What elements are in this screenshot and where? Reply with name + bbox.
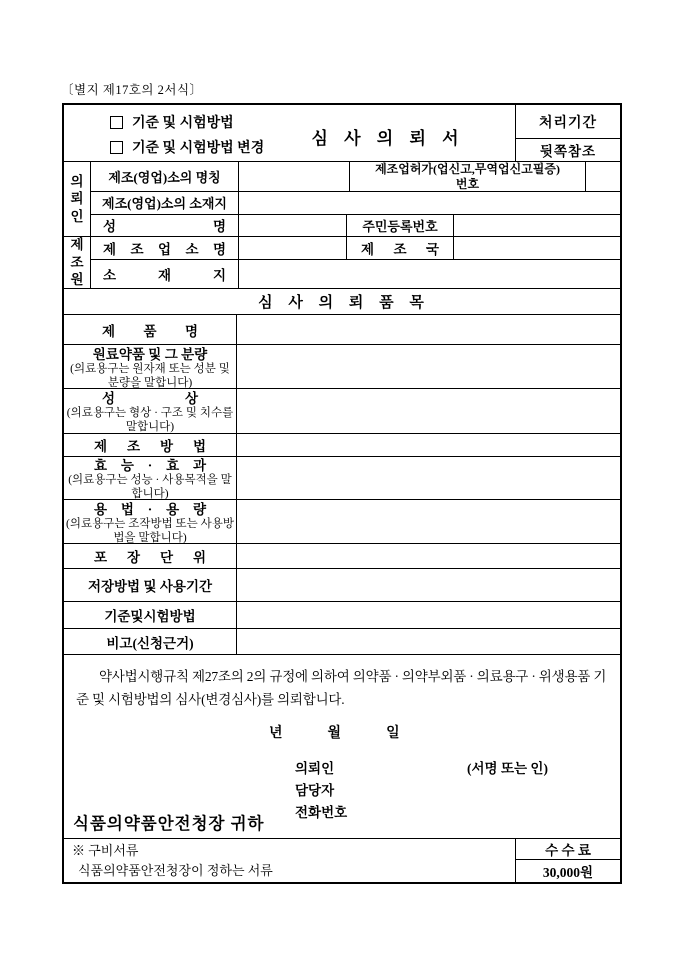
fee-label: 수 수 료 [516, 839, 620, 860]
manufacture-country-field [454, 237, 620, 259]
storage-method-row [64, 569, 620, 602]
checkbox-label: 기준 및 시험방법 [132, 116, 234, 131]
dosage-row [64, 500, 620, 544]
permit-number-field [586, 162, 620, 191]
remarks-field [237, 629, 620, 654]
resident-number-label: 주민등록번호 [362, 218, 438, 234]
declaration-text: 약사법시행규칙 제27조의 2의 규정에 의하여 의약품 · 의약부외품 · 의료용구 · 위생용품 기준 및 시험방법의 심사(변경심사)를 의뢰합니다. [76, 669, 607, 707]
contact-person-label: 담당자 [295, 783, 335, 798]
checkbox-icon[interactable] [110, 141, 123, 154]
ingredients-row [64, 345, 620, 389]
appearance-row [64, 389, 620, 434]
checkbox-icon[interactable] [110, 116, 123, 129]
applicant-name-row [91, 162, 620, 192]
footer-row [64, 839, 620, 882]
year-label: 년 [269, 726, 283, 741]
applicant-section-header [64, 162, 91, 236]
manufacturing-method-field [237, 434, 620, 456]
remarks-label: 비고(신청근거) [106, 635, 194, 651]
required-documents-cell [64, 839, 516, 882]
required-documents-text: 식품의약품안전청장이 정하는 서류 [78, 863, 273, 878]
efficacy-row [64, 457, 620, 500]
manufacturing-method-label: 제 조 방 법 [94, 439, 206, 454]
establishment-name-field [239, 162, 350, 191]
appearance-note: (의료용구는 형상 · 구조 및 치수를 말합니다) [66, 407, 234, 433]
appearance-label: 성 상 [102, 391, 198, 407]
appearance-field [237, 389, 620, 433]
required-documents-mark: ※ 구비서류 [72, 843, 139, 858]
ingredients-field [237, 345, 620, 388]
manufacturer-section-label: 제조원 [70, 237, 84, 288]
applicant-address-row [91, 192, 620, 215]
processing-time-value: 뒷쪽참조 [539, 144, 597, 159]
product-name-field [237, 315, 620, 344]
fee-column [516, 839, 620, 882]
fee-value: 30,000원 [542, 865, 594, 880]
storage-method-field [237, 569, 620, 601]
recipient-line: 식품의약품안전청장 귀하 [73, 814, 265, 833]
establishment-address-field [239, 192, 620, 214]
manufacture-site-field [239, 237, 347, 259]
checkbox-option-standard-method-change[interactable] [110, 137, 264, 157]
manufacturer-address-label: 소 재 지 [103, 267, 226, 283]
contact-person-line [295, 780, 347, 802]
manufacturer-address-field [239, 260, 620, 288]
form-header-row [64, 105, 620, 162]
processing-time-column [516, 105, 620, 161]
establishment-address-label: 제조(영업)소의 소재지 [102, 196, 227, 212]
phone-number-label: 전화번호 [295, 805, 348, 820]
manufacturer-section-header [64, 237, 91, 288]
manufacturer-name-row [91, 237, 620, 260]
packaging-unit-field [237, 544, 620, 568]
standard-test-method-field [237, 602, 620, 628]
declaration-block [64, 655, 620, 839]
dosage-label: 용 법 · 용 량 [94, 501, 206, 517]
ingredients-note: (의료용구는 원자재 또는 성분 및 분량을 말합니다) [70, 362, 230, 389]
permit-number-label-line2: 번호 [455, 176, 480, 191]
applicant-section-label: 의뢰인 [70, 173, 84, 224]
packaging-unit-row [64, 544, 620, 569]
standard-test-method-row [64, 602, 620, 629]
manufacture-site-label: 제 조 업 소 명 [103, 241, 226, 257]
signature-or-seal-note: (서명 또는 인) [467, 761, 548, 776]
day-label: 일 [386, 726, 400, 741]
signature-block [295, 758, 548, 824]
form-reference-note: 〔별지 제17호의 2서식〕 [61, 83, 203, 97]
examination-request-form [62, 103, 622, 884]
applicant-signature-label: 의뢰인 [295, 761, 335, 776]
permit-number-label-line1: 제조업허가(업신고,무역업신고필증) [375, 161, 560, 176]
manufacture-country-label: 제 조 국 [361, 241, 439, 257]
person-name-label: 성 명 [103, 219, 226, 235]
person-name-field [239, 215, 347, 237]
header-title-cell [64, 105, 516, 161]
checkbox-label: 기준 및 시험방법 변경 [132, 141, 265, 156]
ingredients-label: 원료약품 및 그 분량 [92, 346, 208, 362]
packaging-unit-label: 포 장 단 위 [94, 550, 206, 565]
dosage-field [237, 500, 620, 543]
storage-method-label: 저장방법 및 사용기간 [87, 579, 213, 594]
applicant-section [64, 162, 620, 237]
resident-number-field [454, 215, 620, 237]
product-name-label: 제 품 명 [102, 323, 198, 339]
efficacy-label: 효 능 · 효 과 [94, 458, 206, 474]
manufacturer-section [64, 237, 620, 289]
establishment-name-label: 제조(영업)소의 명칭 [108, 170, 221, 185]
manufacturer-address-row [91, 260, 620, 288]
applicant-signature-line [295, 758, 548, 780]
product-name-row [64, 315, 620, 345]
permit-number-label-cell [350, 162, 586, 191]
phone-number-line [295, 802, 347, 824]
checkbox-option-standard-method[interactable] [110, 112, 234, 132]
efficacy-note: (의료용구는 성능 · 사용목적을 말합니다) [68, 474, 232, 500]
dosage-note: (의료용구는 조작방법 또는 사용방법을 말합니다) [66, 517, 234, 544]
efficacy-field [237, 457, 620, 499]
applicant-person-row [91, 215, 620, 237]
form-title: 심 사 의 뢰 서 [311, 129, 461, 148]
month-label: 월 [327, 726, 342, 741]
date-line [269, 722, 400, 742]
remarks-row [64, 629, 620, 655]
standard-test-method-label: 기준및시험방법 [104, 609, 196, 624]
items-section-title: 심 사 의 뢰 품 목 [64, 289, 620, 315]
processing-time-label: 처리기간 [516, 105, 620, 139]
